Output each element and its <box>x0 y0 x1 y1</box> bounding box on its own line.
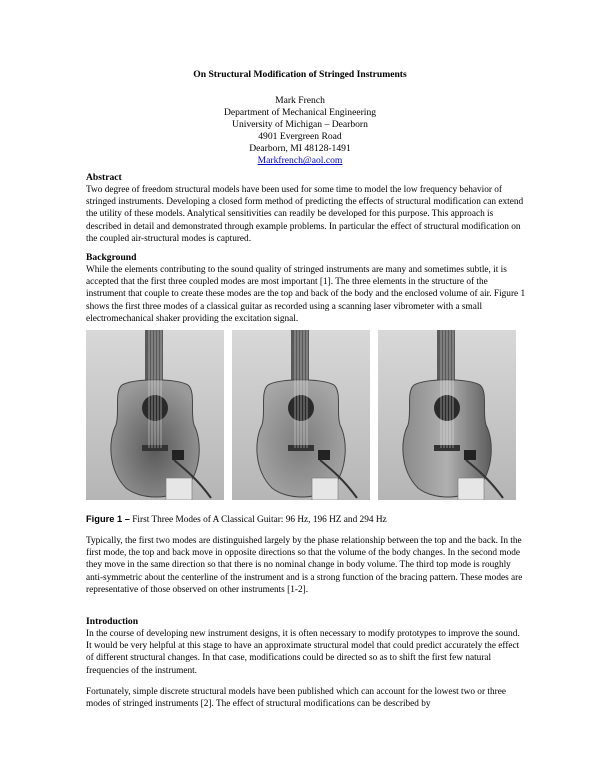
guitar-mode-1-image <box>86 330 224 500</box>
discussion-text: Typically, the first two modes are distinguished largely by the phase relationship between the top and the back. In the first mode, the top and back move in opposite directions so that the volume of the body changes. In the second mode they move in the same direction so that there is no nominal change in body volume. The third top mode is roughly anti-symmetric about the centerline of the instrument and is a strong function of the bracing pattern. These modes are representative of those observed on other instruments [1-2]. <box>86 536 523 595</box>
figure-caption-text: First Three Modes of A Classical Guitar: 96 Hz, 196 HZ and 294 Hz <box>129 515 387 525</box>
background-heading: Background <box>86 252 137 263</box>
abstract-heading: Abstract <box>86 172 122 183</box>
paper-title: On Structural Modification of Stringed Instruments <box>193 69 407 80</box>
guitar-mode-3-image <box>378 330 516 500</box>
author-block <box>0 95 600 168</box>
author-email-link[interactable]: Markfrench@aol.com <box>257 155 343 167</box>
author-city: Dearborn, MI 48128-1491 <box>249 143 351 155</box>
figure-caption <box>86 514 387 525</box>
author-department: Department of Mechanical Engineering <box>223 107 377 119</box>
introduction-heading: Introduction <box>86 616 139 627</box>
abstract-text: Two degree of freedom structural models have been used for some time to model the low frequency behavior of stringed instruments. Developing a closed form method of predicting the effects of structural modification can extend the utility of these models. Analytical sensitivities can readily be developed for this purpose. This approach is described in detail and demonstrated through example problems. In particular the effect of structural modification on the coupled air-structural modes is captured. <box>86 185 524 244</box>
author-street: 4901 Evergreen Road <box>258 131 342 143</box>
introduction-paragraph-2: Fortunately, simple discrete structural models have been published which can account for the lowest two or three modes of stringed instruments [2]. The effect of structural modifications can be described by <box>86 687 506 710</box>
figure-guitar-modes <box>86 330 516 500</box>
author-name: Mark French <box>275 95 325 106</box>
figure-label: Figure 1 – <box>86 514 130 524</box>
guitar-mode-2-image <box>232 330 370 500</box>
introduction-paragraph-1: In the course of developing new instrument designs, it is often necessary to modify prototypes to improve the sound. It would be very helpful at this stage to have an approximate structural model that could predict accurately the effect of different structural changes. In that case, modifications could be directed so as to shift the first few natural frequencies of the instrument. <box>86 629 520 676</box>
author-university: University of Michigan – Dearborn <box>232 119 368 131</box>
background-text: While the elements contributing to the sound quality of stringed instruments are many and sometimes subtle, it is accepted that the first three coupled modes are most important [1]. The three elements in the structure of the instrument that couple to create these modes are the top and back of the body and the enclosed volume of air. Figure 1 shows the first three modes of a classical guitar as recorded using a scanning laser vibrometer with a small electromechanical shaker providing the excitation signal. <box>86 265 526 324</box>
